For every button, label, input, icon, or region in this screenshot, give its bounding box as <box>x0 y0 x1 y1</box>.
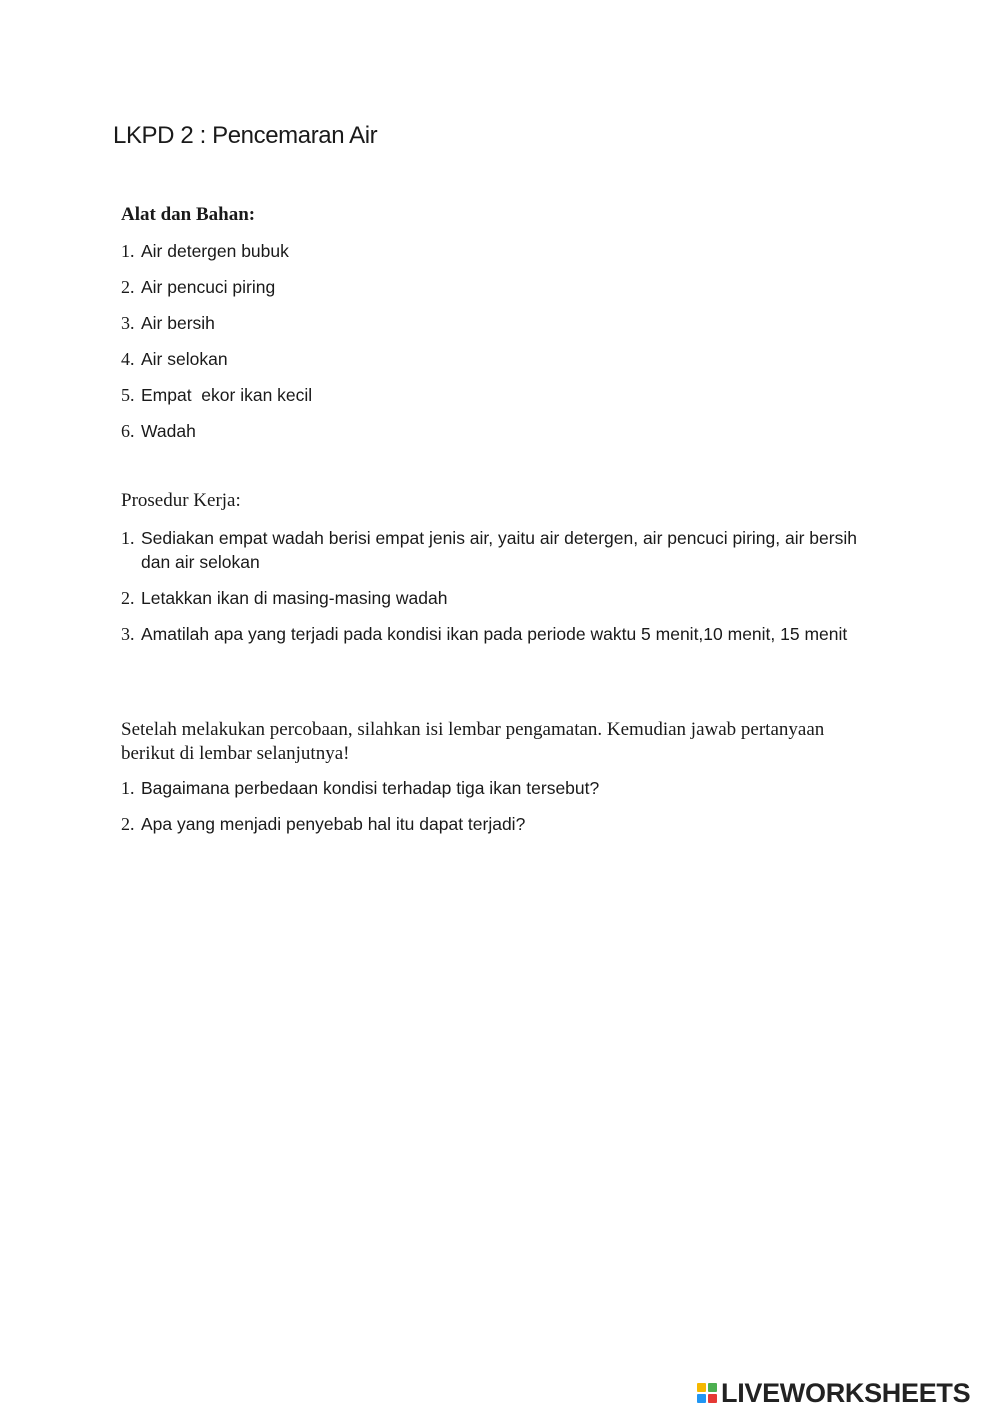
instruction-text: Setelah melakukan percobaan, silahkan isi lembar pengamatan. Kemudian jawab pertanyaan berikut di lembar selanjutnya! <box>121 719 825 764</box>
logo-square <box>697 1383 706 1392</box>
list-item: 6. Wadah <box>121 421 196 441</box>
procedure-list <box>121 526 861 658</box>
liveworksheets-logo <box>697 1379 970 1407</box>
procedure-heading: Prosedur Kerja: <box>121 490 241 511</box>
materials-list <box>121 239 861 455</box>
list-item: 1. Bagaimana perbedaan kondisi terhadap tiga ikan tersebut? <box>121 778 600 798</box>
list-item: 1. Sediakan empat wadah berisi empat jenis air, yaitu air detergen, air pencuci piring, air bersih dan air selokan <box>121 528 857 572</box>
liveworksheets-logo-text: LIVEWORKSHEETS <box>721 1378 971 1408</box>
list-item: 2. Air pencuci piring <box>121 277 276 297</box>
list-item: 5. Empat ekor ikan kecil <box>121 385 313 405</box>
list-item: 3. Air bersih <box>121 313 215 333</box>
document-title: LKPD 2 : Pencemaran Air <box>113 122 378 149</box>
list-item: 1. Air detergen bubuk <box>121 241 289 261</box>
list-item: 3. Amatilah apa yang terjadi pada kondisi ikan pada periode waktu 5 menit,10 menit, 15 menit <box>121 624 848 644</box>
questions-list <box>121 776 861 848</box>
logo-square <box>697 1394 706 1403</box>
materials-heading: Alat dan Bahan: <box>121 204 256 225</box>
liveworksheets-mark-icon <box>697 1383 717 1403</box>
logo-square <box>708 1394 717 1403</box>
list-item: 4. Air selokan <box>121 349 228 369</box>
logo-square <box>708 1383 717 1392</box>
list-item: 2. Apa yang menjadi penyebab hal itu dapat terjadi? <box>121 814 526 834</box>
list-item: 2. Letakkan ikan di masing-masing wadah <box>121 588 448 608</box>
